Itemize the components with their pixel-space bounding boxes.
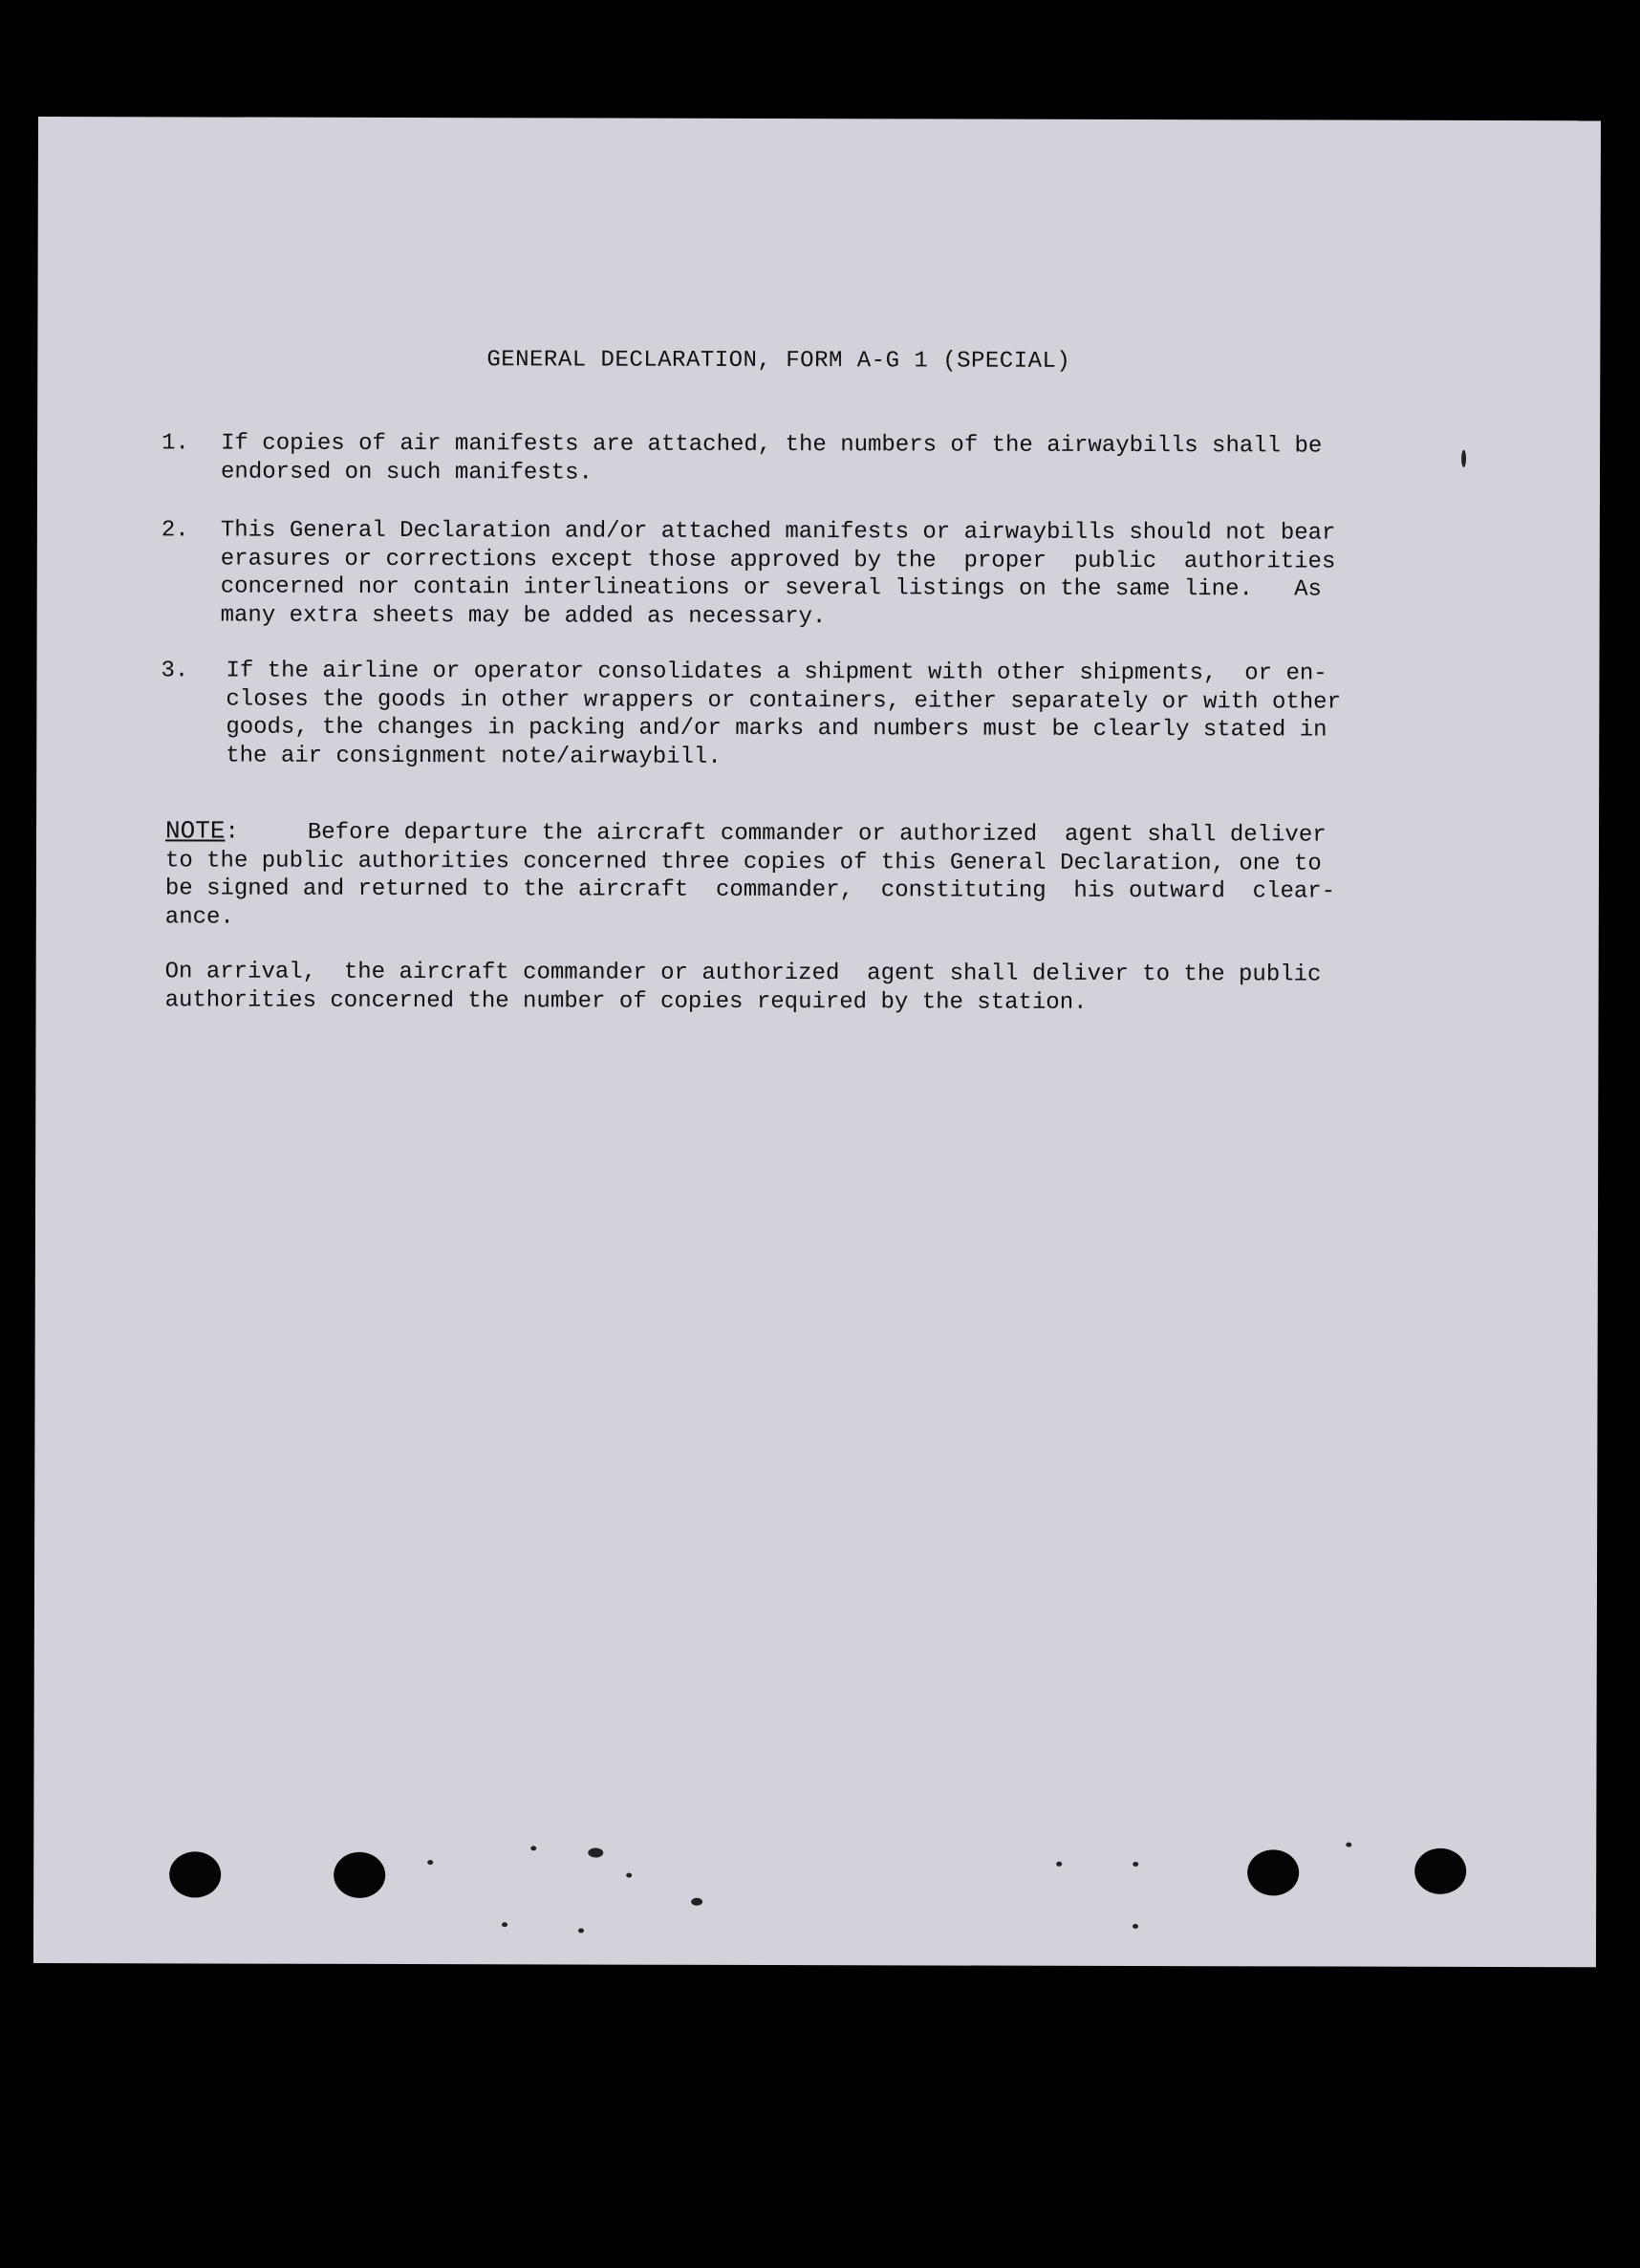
note-paragraph: [165, 817, 1475, 935]
item-text: This General Declaration and/or attached manifests or airwaybills should not bear erasures or corrections except those approved by the proper public authorities concerned nor contain interlineations or several listings on the same line. As many extra sheets may be added as necessary.: [220, 517, 1336, 630]
item-number: 1.: [162, 430, 189, 457]
punch-hole: [334, 1852, 385, 1898]
item-number: 3.: [161, 658, 189, 684]
speck: [1461, 450, 1466, 467]
speck: [427, 1860, 433, 1865]
arrival-text: On arrival, the aircraft commander or authorized agent shall deliver to the public authorities concerned the number of copies required by the station.: [164, 959, 1322, 1016]
list-item: [162, 516, 1471, 633]
speck: [588, 1848, 603, 1858]
speck: [578, 1928, 584, 1933]
speck: [1133, 1924, 1138, 1929]
speck: [1346, 1843, 1351, 1847]
punch-hole: [1247, 1849, 1299, 1895]
item-number: 2.: [161, 517, 189, 544]
punch-hole: [169, 1851, 221, 1897]
speck: [1056, 1862, 1062, 1867]
speck: [691, 1898, 702, 1906]
speck: [626, 1873, 632, 1878]
speck: [502, 1922, 507, 1927]
item-text: If the airline or operator consolidates a shipment with other shipments, or en- closes the goods in other wrappers or containers, either separately or with other goods, the changes in packing and/or marks and numbers must be clearly stated in the air consignment note/airwaybill.: [226, 658, 1342, 770]
document-page: [33, 117, 1601, 1967]
arrival-paragraph: [165, 958, 1475, 1018]
item-text: If copies of air manifests are attached, the numbers of the airwaybills shall be endorsed on such manifests.: [220, 430, 1323, 486]
speck: [530, 1846, 536, 1850]
punch-hole: [1414, 1848, 1466, 1894]
note-label: NOTE: [165, 816, 226, 846]
document-title: GENERAL DECLARATION, FORM A-G 1 (SPECIAL): [486, 347, 1071, 375]
list-item: [161, 657, 1470, 773]
note-text: : Before departure the aircraft commander or authorized agent shall deliver to the public authorities concerned three copies of this General Declaration, one to be signed and returned to the aircraft commander, constituting his outward clear- ance.: [164, 819, 1336, 931]
speck: [1133, 1862, 1138, 1867]
list-item: [162, 429, 1471, 489]
